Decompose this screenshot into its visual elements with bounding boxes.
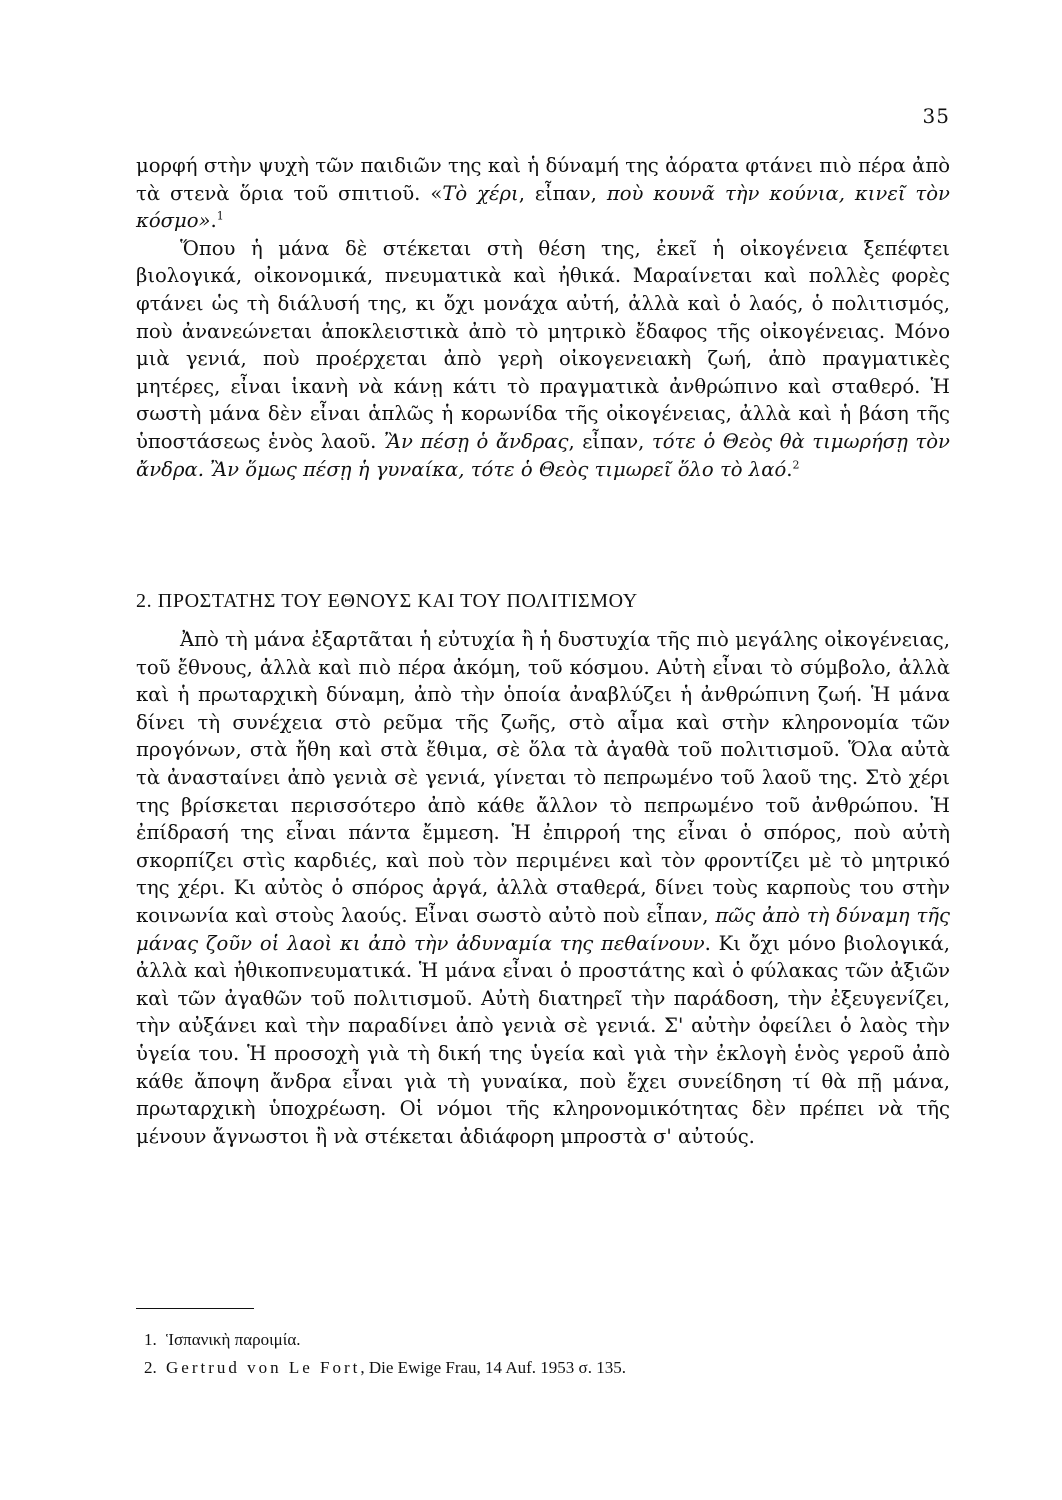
- footnote-ref-2[interactable]: 2: [792, 458, 800, 471]
- paragraph-continuation: μορφή στὴν ψυχὴ τῶν παιδιῶν της καὶ ἡ δύναμή της ἀόρατα φτάνει πιὸ πέρα ἀπὸ τὰ στενὰ ὅρια τοῦ σπιτιοῦ. «Τὸ χέρι, εἶπαν, ποὺ κουνᾶ τὴν κούνια, κινεῖ τὸν κόσμο».$^1$: [136, 154, 950, 233]
- paragraph-protector: Ἀπὸ τὴ μάνα ἐξαρτᾶται ἡ εὐτυχία ἢ ἡ δυστυχία τῆς πιὸ μεγάλης οἰκογένειας, τοῦ ἔθνους, ἀλλὰ καὶ πιὸ πέρα ἀκόμη, τοῦ κόσμου. Αὐτὴ εἶναι τὸ σύμβολο, ἀλλὰ καὶ ἡ πρωταρχικὴ δύναμη, ἀπὸ τὴν ὁποία ἀναβλύζει ἡ ἀνθρώπινη ζωή. Ἡ μάνα δίνει τὴ συνέχεια στὸ ρεῦμα τῆς ζωῆς, στὸ αἷμα καὶ στὴν κληρονομία τῶν προγόνων, στὰ ἤθη καὶ στὰ ἔθιμα, σὲ ὅλα τὰ ἀγαθὰ τοῦ πολιτισμοῦ. Ὅλα αὐτὰ τὰ ἀνασταίνει ἀπὸ γενιὰ σὲ γενιά, γίνεται τὸ πεπρωμένο τοῦ λαοῦ της. Στὸ χέρι της βρίσκεται περισσότερο ἀπὸ κάθε ἄλλον τὸ πεπρωμένο τοῦ ἀνθρώπου. Ἡ ἐπίδρασή της εἶναι πάντα ἔμμεση. Ἡ ἐπιρροή της εἶναι ὁ σπόρος, ποὺ αὐτὴ σκορπίζει στὶς καρδιές, καὶ ποὺ τὸν περιμένει καὶ τὸν φροντίζει μὲ τὸ μητρικό της χέρι. Κι αὐτὸς ὁ σπόρος ἀργά, ἀλλὰ σταθερά, δίνει τοὺς καρποὺς του στὴν κοινωνία καὶ στοὺς λαούς. Εἶναι σωστὸ αὐτὸ ποὺ εἶπαν, πῶς ἀπὸ τὴ δύναμη τῆς μάνας ζοῦν οἱ λαοὶ κι ἀπὸ τὴν ἀδυναμία της πεθαίνουν. Κι ὄχι μόνο βιολογικά, ἀλλὰ καὶ ἠθικοπνευματικά. Ἡ μάνα εἶναι ὁ προστάτης καὶ ὁ φύλακας τῶν ἀξιῶν καὶ τῶν ἀγαθῶν τοῦ πολιτισμοῦ. Αὐτὴ διατηρεῖ τὴν παράδοση, τὴν ἐξευγενίζει, τὴν αὐξάνει καὶ τὴν παραδίνει ἀπὸ γενιὰ σὲ γενιά. Σ' αὐτὴν ὀφείλει ὁ λαὸς τὴν ὑγεία του. Ἡ προσοχὴ γιὰ τὴ δική της ὑγεία καὶ γιὰ τὴν ἐκλογὴ ἑνὸς γεροῦ ἀπὸ κάθε ἄποψη ἄνδρα εἶναι γιὰ τὴ γυναίκα, ποὺ ἔχει συνείδηση τί θὰ πῇ μάνα, πρωταρχικὴ ὑποχρέωση. Οἱ νόμοι τῆς κληρονομικότητας δὲν πρέπει νὰ τῆς μένουν ἄγνωστοι ἢ νὰ στέκεται ἀδιάφορη μπροστὰ σ' αὐτούς.: [136, 628, 951, 1148]
- footnote-1: 1. Ἱσπανικὴ παροιμία.: [144, 1330, 301, 1349]
- opening-text: [136, 152, 950, 483]
- section-heading: 2. ΠΡΟΣΤΑΤΗΣ ΤΟΥ ΕΘΝΟΥΣ ΚΑΙ ΤΟΥ ΠΟΛΙΤΙΣΜΟΥ: [136, 590, 638, 612]
- footnote-2: 2. Gertrud von Le Fort, Die Ewige Frau, 14 Auf. 1953 σ. 135.: [144, 1358, 626, 1377]
- footnote-author: Gertrud von Le Fort: [166, 1358, 361, 1377]
- paragraph-mother-role: Ὅπου ἡ μάνα δὲ στέκεται στὴ θέση της, ἐκεῖ ἡ οἰκογένεια ξεπέφτει βιολογικά, οἰκονομικά, πνευματικὰ καὶ ἠθικά. Μαραίνεται καὶ πολλὲς φορὲς φτάνει ὡς τὴ διάλυσή της, κι ὄχι μονάχα αὐτή, ἀλλὰ καὶ ὁ λαός, ὁ πολιτισμός, ποὺ ἀνανεώνεται ἀποκλειστικὰ ἀπὸ τὸ μητρικὸ ἔδαφος τῆς οἰκογένειας. Μόνο μιὰ γενιά, ποὺ προέρχεται ἀπὸ γερὴ οἰκογενειακὴ ζωή, ἀπὸ πραγματικὲς μητέρες, εἶναι ἱκανὴ νὰ κάνῃ κάτι τὸ πραγματικὰ ἀνθρώπινο καὶ σταθερό. Ἡ σωστὴ μάνα δὲν εἶναι ἁπλῶς ἡ κορωνίδα τῆς οἰκογένειας, ἀλλὰ καὶ ἡ βάση τῆς ὑποστάσεως ἑνὸς λαοῦ. Ἂν πέσῃ ὁ ἄνδρας, εἶπαν, τότε ὁ Θεὸς θὰ τιμωρήσῃ τὸν ἄνδρα. Ἂν ὅμως πέσῃ ἡ γυναίκα, τότε ὁ Θεὸς τιμωρεῖ ὅλο τὸ λαό.$^2$: [136, 236, 950, 481]
- footnote-divider: [136, 1308, 254, 1309]
- footnote-ref-1[interactable]: 1: [216, 209, 224, 223]
- footnotes: [144, 1326, 954, 1382]
- section-body: [136, 626, 950, 1150]
- page-number: 35: [922, 104, 950, 128]
- proverb-quote-2: ποὺ κουνᾶ τὴν κούνια, κινεῖ τὸν κόσμο»: [136, 181, 950, 233]
- proverb-quote: Τὸ χέρι: [442, 181, 519, 205]
